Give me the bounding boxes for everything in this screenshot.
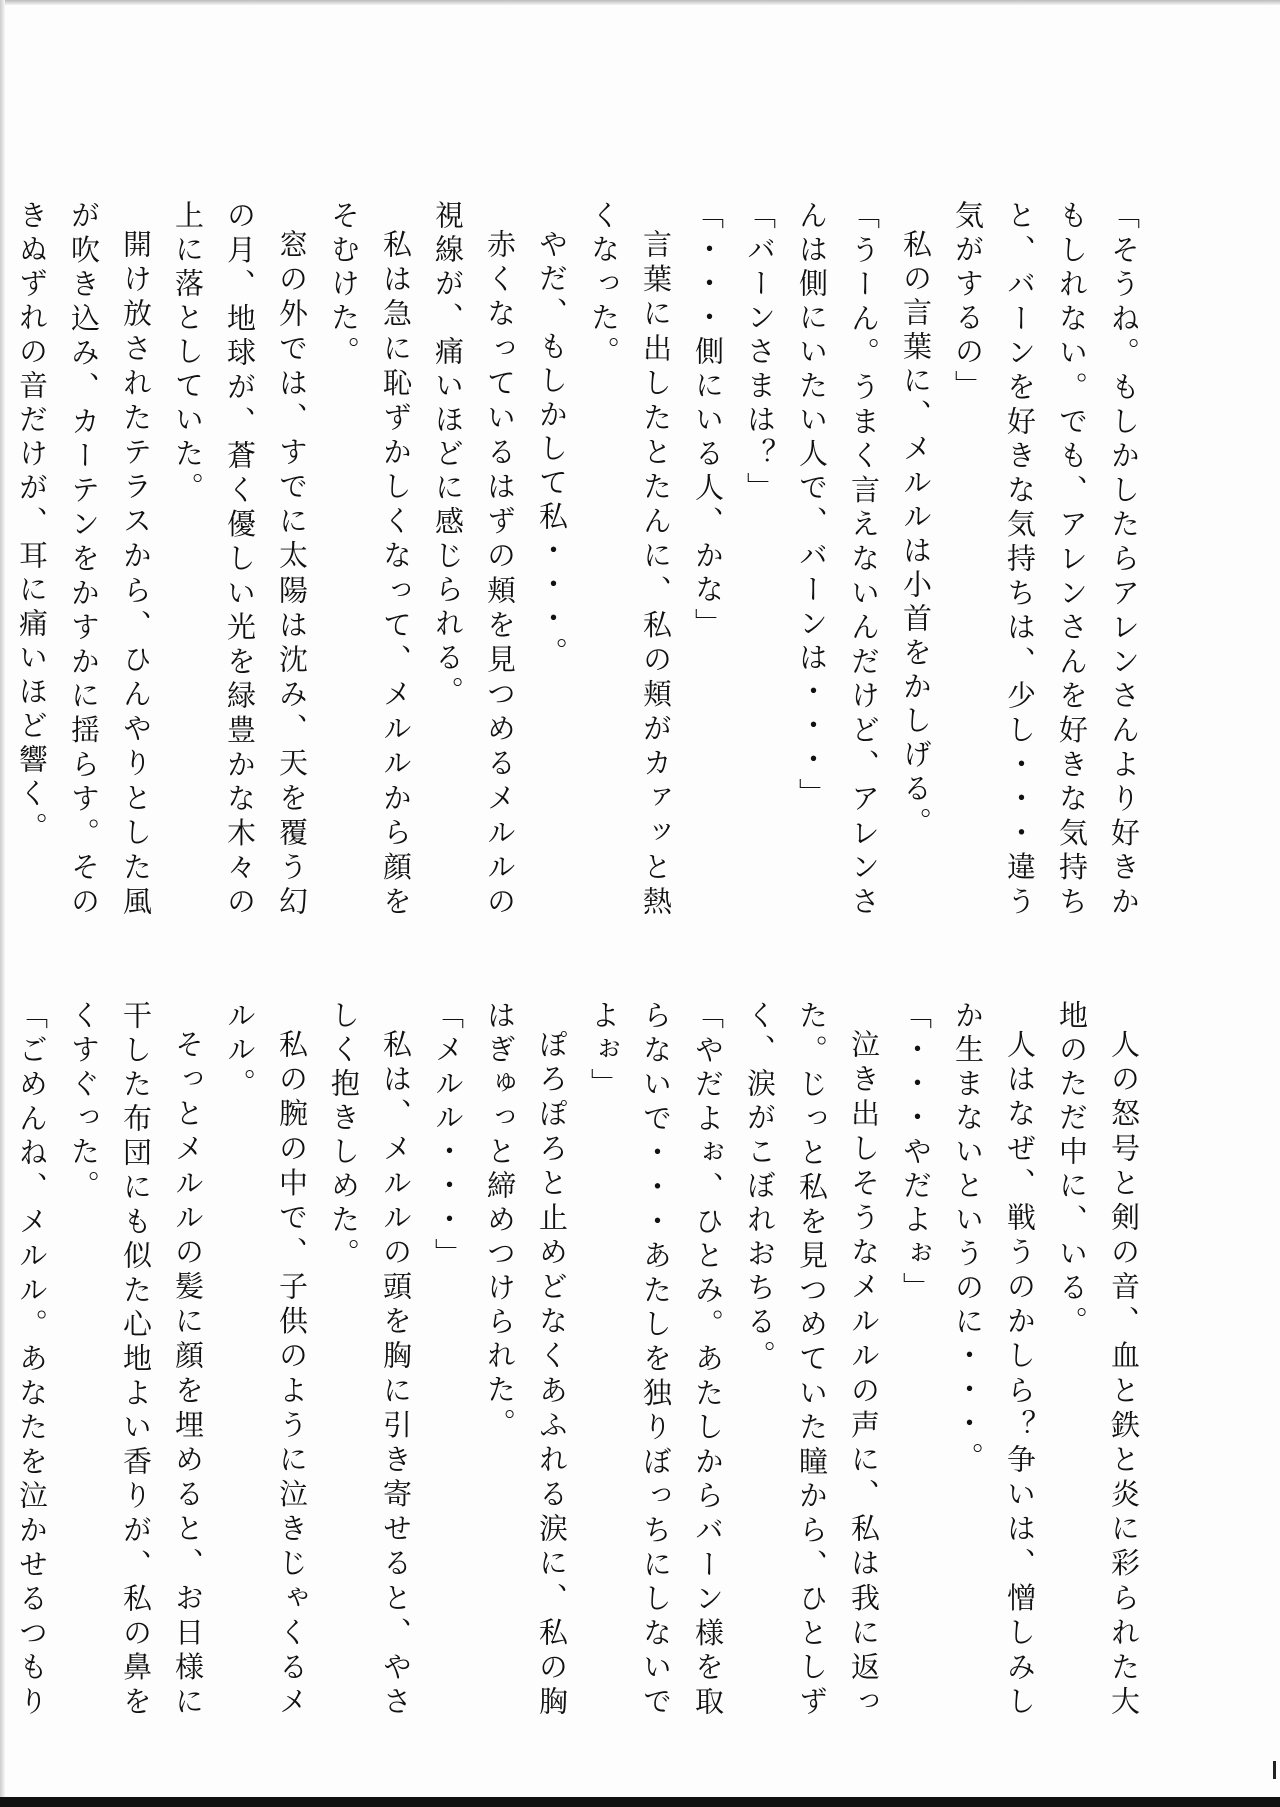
paragraph: 窓の外では、すでに太陽は沈み、天を覆う幻の月、地球が、蒼く優しい光を緑豊かな木々の上に落としていた。 [171, 200, 309, 920]
scan-edge-top [0, 0, 1280, 5]
paragraph: 私の言葉に、メルルは小首をかしげる。 [899, 229, 933, 841]
paragraph: 「バーンさまは？」 [743, 200, 777, 506]
paragraph: 「・・・やだよぉ」 [899, 1000, 933, 1306]
paragraph: 開け放されたテラスから、ひんやりとした風が吹き込み、カーテンをかすかに揺らす。そのきぬずれの音だけが、耳に痛いほど響く。 [15, 200, 153, 920]
paragraph: 「そうね。もしかしたらアレンさんより好きかもしれない。でも、アレンさんを好きな気持ちと、バーンを好きな気持ちは、少し・・・違う気がするの」 [951, 200, 1141, 920]
paragraph: ぽろぽろと止めどなくあふれる涙に、私の胸はぎゅっと締めつけられた。 [483, 1000, 569, 1720]
text-block-bottom [15, 1000, 1150, 1720]
scan-edge-bottom [0, 1797, 1280, 1807]
paragraph: 「うーん。うまく言えないんだけど、アレンさんは側にいたい人で、バーンは・・・」 [795, 200, 881, 920]
paragraph: 赤くなっているはずの頬を見つめるメルルの視線が、痛いほどに感じられる。 [431, 200, 517, 920]
paragraph: 「メルル・・・」 [431, 1000, 465, 1272]
paragraph: そっとメルルの髪に顔を埋めると、お日様に干した布団にも似た心地よい香りが、私の鼻をくすぐった。 [67, 1000, 205, 1720]
paragraph: 私の腕の中で、子供のように泣きじゃくるメルル。 [223, 1000, 309, 1720]
text-block-top [15, 200, 1150, 920]
paragraph [0, 200, 6, 920]
paragraph: 言葉に出したとたんに、私の頬がカァッと熱くなった。 [587, 200, 673, 920]
paragraph: 「ごめんね、メルル。あなたを泣かせるつもり [15, 1000, 49, 1720]
paragraph: 泣き出しそうなメルルの声に、私は我に返った。じっと私を見つめていた瞳から、ひとしずく、涙がこぼれおちる。 [743, 1000, 881, 1720]
scan-edge-mark [1273, 1761, 1276, 1779]
paragraph: 私は、メルルの頭を胸に引き寄せると、やさしく抱きしめた。 [327, 1000, 413, 1720]
paragraph: 「・・・側にいる人、かな」 [691, 200, 725, 642]
paragraph: 人はなぜ、戦うのかしら？争いは、憎しみしか生まないというのに・・・。 [951, 1000, 1037, 1720]
paragraph: 私は急に恥ずかしくなって、メルルから顔をそむけた。 [327, 200, 413, 920]
paragraph: 人の怒号と剣の音、血と鉄と炎に彩られた大地のただ中に、いる。 [1055, 1000, 1141, 1720]
paragraph: 「やだよぉ、ひとみ。あたしからバーン様を取らないで・・・あたしを独りぼっちにしないでよぉ」 [587, 1000, 725, 1720]
paragraph: やだ、もしかして私・・・。 [535, 229, 569, 671]
